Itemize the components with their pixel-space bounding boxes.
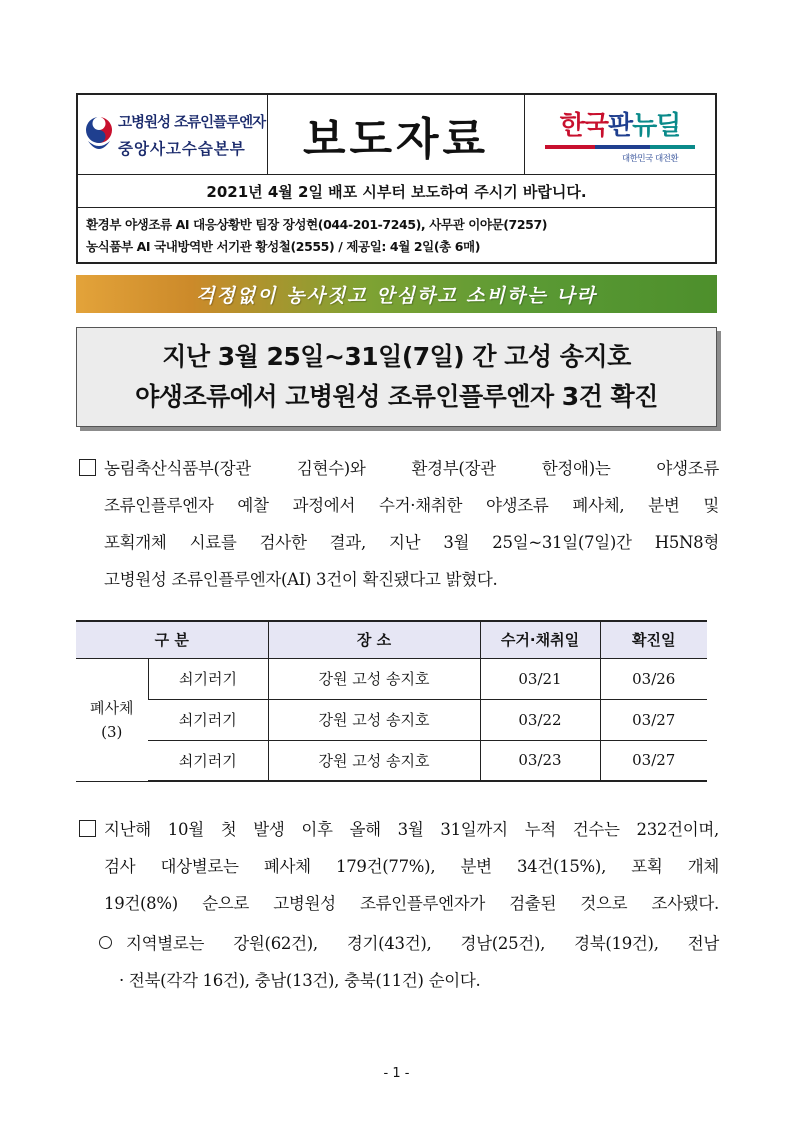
- slogan-text: 걱정없이 농사짓고 안심하고 소비하는 나라: [196, 284, 597, 307]
- headline-box: [76, 327, 717, 427]
- detection-table: [76, 620, 707, 782]
- contact-line-2: 농식품부 AI 국내방역반 서기관 황성철(2555) / 제공일: 4월 2일(총 6매): [86, 239, 481, 254]
- para1-line4: 고병원성 조류인플루엔자(AI) 3건이 확진됐다고 밝혔다.: [104, 570, 498, 589]
- confirmed-cell: 03/27: [600, 699, 707, 740]
- para1-line3: 포획개체 시료를 검사한 결과, 지난 3월 25일~31일(7일)간 H5N8형: [104, 533, 719, 552]
- location-cell: 강원 고성 송지호: [268, 658, 480, 699]
- col-header-category: 구 분: [76, 621, 268, 658]
- paragraph-3: [99, 925, 719, 999]
- press-header: [76, 93, 717, 264]
- brand-main-text: 한국판뉴딜: [559, 111, 681, 141]
- agency-logo: [78, 95, 268, 174]
- table-row: [76, 699, 707, 740]
- paragraph-1: [79, 450, 719, 598]
- page-number: - 1 -: [383, 1066, 410, 1081]
- headline-line-1: 지난 3월 25일~31일(7일) 간 고성 송지호: [162, 342, 631, 371]
- col-header-collected: 수거·채취일: [480, 621, 600, 658]
- location-cell: 강원 고성 송지호: [268, 740, 480, 781]
- group-count: (3): [101, 722, 123, 741]
- korean-new-deal-brand: [525, 95, 715, 174]
- logo-line1: 고병원성 조류인플루엔자: [118, 114, 266, 131]
- species-cell: 쇠기러기: [148, 699, 268, 740]
- confirmed-cell: 03/27: [600, 740, 707, 781]
- table-row: [76, 658, 707, 699]
- collected-cell: 03/23: [480, 740, 600, 781]
- para2-line3: 19건(8%) 순으로 고병원성 조류인플루엔자가 검출된 것으로 조사됐다.: [104, 894, 719, 913]
- group-cell: [76, 658, 148, 781]
- para1-line2: 조류인플루엔자 예찰 과정에서 수거·채취한 야생조류 폐사체, 분변 및: [104, 496, 719, 515]
- header-top-row: [78, 95, 715, 175]
- table-row: [76, 740, 707, 781]
- press-release-title: 보도자료: [268, 95, 525, 174]
- headline-line-2: 야생조류에서 고병원성 조류인플루엔자 3건 확진: [135, 382, 658, 411]
- logo-line2: 중앙사고수습본부: [118, 139, 246, 158]
- para1-line1: 농림축산식품부(장관 김현수)와 환경부(장관 한정애)는 야생조류: [104, 459, 719, 478]
- group-label: 폐사체: [90, 698, 134, 717]
- circle-bullet-icon: [99, 936, 112, 949]
- contact-line-1: 환경부 야생조류 AI 대응상황반 팀장 장성현(044-201-7245), 사무관 이야문(7257): [86, 217, 548, 232]
- species-cell: 쇠기러기: [148, 740, 268, 781]
- contacts: [78, 208, 715, 262]
- col-header-confirmed: 확진일: [600, 621, 707, 658]
- table-header-row: [76, 621, 707, 658]
- checkbox-bullet-icon: [79, 459, 96, 476]
- collected-cell: 03/21: [480, 658, 600, 699]
- checkbox-bullet-icon: [79, 820, 96, 837]
- location-cell: 강원 고성 송지호: [268, 699, 480, 740]
- brand-swoosh-icon: [545, 144, 695, 150]
- col-header-location: 장 소: [268, 621, 480, 658]
- paragraph-2: [79, 811, 719, 922]
- release-notice: 2021년 4월 2일 배포 시부터 보도하여 주시기 바랍니다.: [78, 175, 715, 208]
- confirmed-cell: 03/26: [600, 658, 707, 699]
- taegeuk-emblem-icon: [84, 113, 114, 157]
- brand-sub-text: 대한민국 대전환: [621, 154, 679, 164]
- para2-line2: 검사 대상별로는 폐사체 179건(77%), 분변 34건(15%), 포획 개체: [104, 857, 719, 876]
- para3-line1: 지역별로는 강원(62건), 경기(43건), 경남(25건), 경북(19건), 전남: [126, 934, 719, 953]
- para3-line2: · 전북(각각 16건), 충남(13건), 충북(11건) 순이다.: [119, 971, 481, 990]
- para2-line1: 지난해 10월 첫 발생 이후 올해 3월 31일까지 누적 건수는 232건이며,: [104, 820, 719, 839]
- species-cell: 쇠기러기: [148, 658, 268, 699]
- slogan-banner: [76, 275, 717, 313]
- collected-cell: 03/22: [480, 699, 600, 740]
